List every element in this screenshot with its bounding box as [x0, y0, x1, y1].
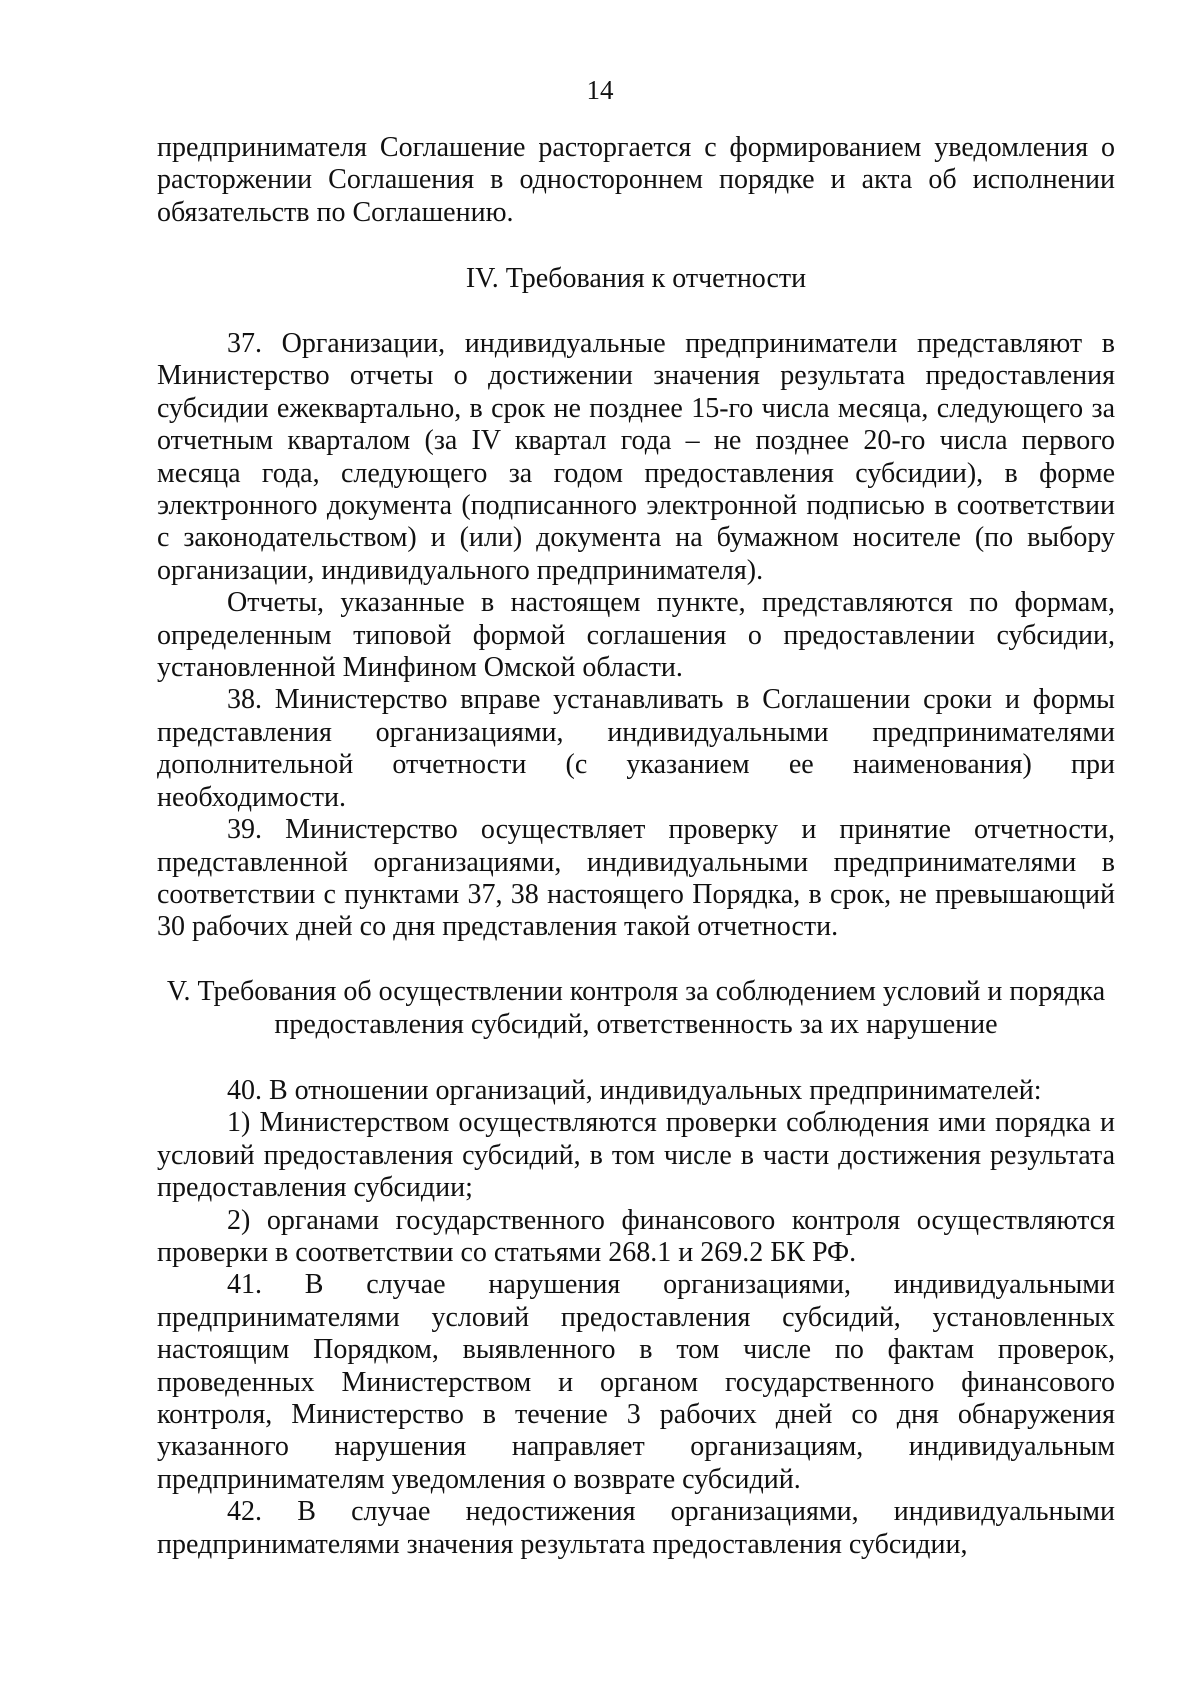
paragraph-40-item-1: 1) Министерством осуществляются проверки соблюдения ими порядка и условий предоставления субсидий, в том числе в части достижения результата предоставления субсидии; [157, 1107, 1115, 1204]
section-5-heading-line-1: V. Требования об осуществлении контроля за соблюдением условий и порядка [166, 976, 1106, 1007]
section-5-body [157, 1075, 1115, 1561]
paragraph-37: 37. Организации, индивидуальные предприниматели представляют в Министерство отчеты о достижении значения результата предоставления субсидии ежеквартально, в срок не позднее 15-го числа месяца, следующего за отчетным кварталом (за IV квартал года – не позднее 20-го числа первого месяца года, следующего за годом предоставления субсидии), в форме электронного документа (подписанного электронной подписью в соответствии с законодательством) и (или) документа на бумажном носителе (по выбору организации, индивидуального предпринимателя). [157, 328, 1115, 586]
page-number: 14 [586, 75, 614, 105]
section-4-body [157, 328, 1115, 944]
paragraph-42: 42. В случае недостижения организациями, индивидуальными предпринимателями значения результата предоставления субсидии, [157, 1496, 1115, 1560]
paragraph-37-reports: Отчеты, указанные в настоящем пункте, представляются по формам, определенным типовой формой соглашения о предоставлении субсидии, установленной Минфином Омской области. [157, 587, 1115, 684]
paragraph-40: 40. В отношении организаций, индивидуальных предпринимателей: [227, 1075, 1042, 1106]
paragraph-38: 38. Министерство вправе устанавливать в Соглашении сроки и формы представления организациями, индивидуальными предпринимателями дополнительной отчетности (с указанием ее наименования) при необходимости. [157, 684, 1115, 813]
section-5-heading-line-2: предоставления субсидий, ответственность за их нарушение [274, 1009, 998, 1040]
section-5-heading [157, 975, 1115, 1041]
paragraph-39: 39. Министерство осуществляет проверку и принятие отчетности, представленной организациями, индивидуальными предпринимателями в соответствии с пунктами 37, 38 настоящего Порядка, в срок, не превышающий 30 рабочих дней со дня представления такой отчетности. [157, 814, 1115, 943]
intro-text-block [157, 132, 1115, 229]
paragraph-41: 41. В случае нарушения организациями, индивидуальными предпринимателями условий предоставления субсидий, установленных настоящим Порядком, выявленного в том числе по фактам проверок, проведенных Министерством и органом государственного финансового контроля, Министерство в течение 3 рабочих дней со дня обнаружения указанного нарушения направляет организациям, индивидуальным предпринимателям уведомления о возврате субсидий. [157, 1269, 1115, 1495]
paragraph-40-item-2: 2) органами государственного финансового контроля осуществляются проверки в соответствии со статьями 268.1 и 269.2 БК РФ. [157, 1204, 1115, 1269]
intro-paragraph: предпринимателя Соглашение расторгается с формированием уведомления о расторжении Соглашения в одностороннем порядке и акта об исполнении обязательств по Соглашению. [157, 132, 1115, 228]
section-4-heading: IV. Требования к отчетности [465, 263, 807, 294]
